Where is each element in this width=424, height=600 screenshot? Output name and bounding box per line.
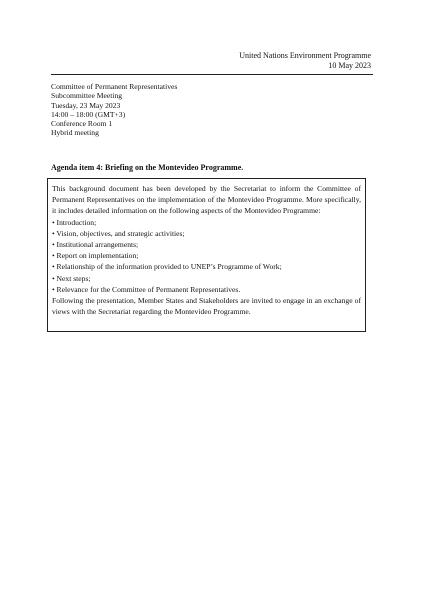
header-date: 10 May 2023 — [328, 61, 371, 70]
agenda-title: Agenda item 4: Briefing on the Montevideo Programme. — [51, 163, 244, 172]
document-header — [239, 51, 371, 71]
summary-list-item: • Introduction; — [52, 217, 97, 227]
meeting-time: 14:00 – 18:00 (GMT+3) — [51, 109, 126, 119]
summary-list-item: • Relationship of the information provided to UNEP’s Programme of Work; — [52, 262, 282, 272]
summary-list — [52, 217, 361, 295]
summary-list-item: • Report on implementation; — [52, 251, 139, 261]
header-divider — [51, 74, 373, 75]
meeting-info — [51, 82, 177, 138]
summary-closing: Following the presentation, Member States and Stakeholders are invited to engage in an exchange of views with the Secretariat regarding the Montevideo Programme. — [52, 296, 361, 317]
header-organization: United Nations Environment Programme — [239, 51, 371, 60]
summary-list-item: • Institutional arrangements; — [52, 240, 139, 250]
meeting-location: Conference Room 1 — [51, 119, 113, 129]
meeting-date: Tuesday, 23 May 2023 — [51, 100, 121, 110]
summary-list-item: • Relevance for the Committee of Permanent Representatives. — [52, 284, 241, 294]
meeting-committee: Committee of Permanent Representatives — [51, 82, 178, 91]
meeting-format: Hybrid meeting — [51, 128, 99, 138]
summary-list-item: • Next steps; — [52, 273, 91, 283]
meeting-body: Subcommittee Meeting — [51, 91, 123, 101]
summary-list-item: • Vision, objectives, and strategic activities; — [52, 228, 185, 238]
summary-intro: This background document has been developed by the Secretariat to inform the Committee of Permanent Representatives on the implementation of the Montevideo Programme. More specifically, it includes detailed information on the following aspects of the Montevideo Programme: — [52, 184, 361, 216]
summary-box — [47, 178, 366, 332]
